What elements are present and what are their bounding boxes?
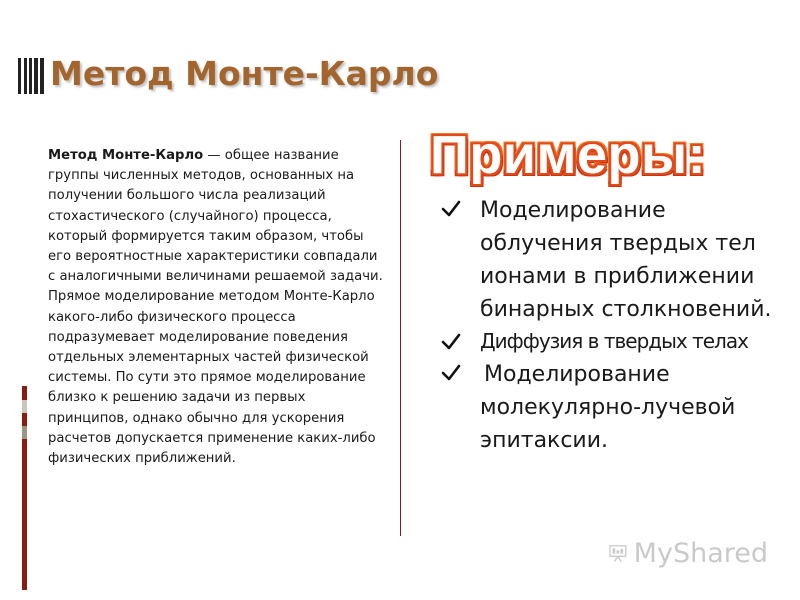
watermark-text: MyShared — [633, 537, 768, 569]
examples-heading: Примеры: — [430, 125, 707, 185]
checkmark-icon — [440, 331, 462, 353]
checkmark-icon — [440, 362, 462, 384]
list-item — [440, 358, 780, 457]
checkmark-icon — [440, 198, 462, 220]
presentation-board-icon — [608, 538, 628, 568]
left-accent-square-light — [22, 400, 27, 413]
list-item — [440, 327, 780, 356]
definition-text: — общее название группы численных методов, основанных на получении большого числа реализаций стохастического (случайного) процесса, который формируется таким образом, чтобы его вероятностные характеристики совпадали с аналогичными величинами решаемой задачи. Прямое моделирование методом Монте-Карло какого-либо физического процесса подразумевает моделирование поведения отдельных элементарных частей физической системы. По сути это прямое моделирование близко к решению задачи из первых принципов, однако обычно для ускорения расчетов допускается применение каких-либо физических приближений. — [48, 148, 383, 467]
list-item-text: Диффузия в твердых телах — [480, 329, 748, 353]
left-accent-square-dark — [22, 426, 27, 439]
list-item — [440, 194, 780, 326]
definition-paragraph — [48, 146, 388, 469]
column-divider — [400, 140, 401, 536]
left-accent-bar — [22, 386, 27, 590]
title-stripes-decoration — [18, 58, 42, 94]
examples-list — [440, 194, 780, 457]
definition-term: Метод Монте-Карло — [48, 148, 204, 163]
watermark — [608, 536, 768, 570]
slide-title: Метод Монте-Карло — [50, 54, 439, 93]
list-item-text: Моделирование облучения твердых тел ионами в приближении бинарных столкновений. — [480, 198, 772, 322]
list-item-text: Моделирование молекулярно-лучевой эпитаксии. — [480, 362, 736, 453]
